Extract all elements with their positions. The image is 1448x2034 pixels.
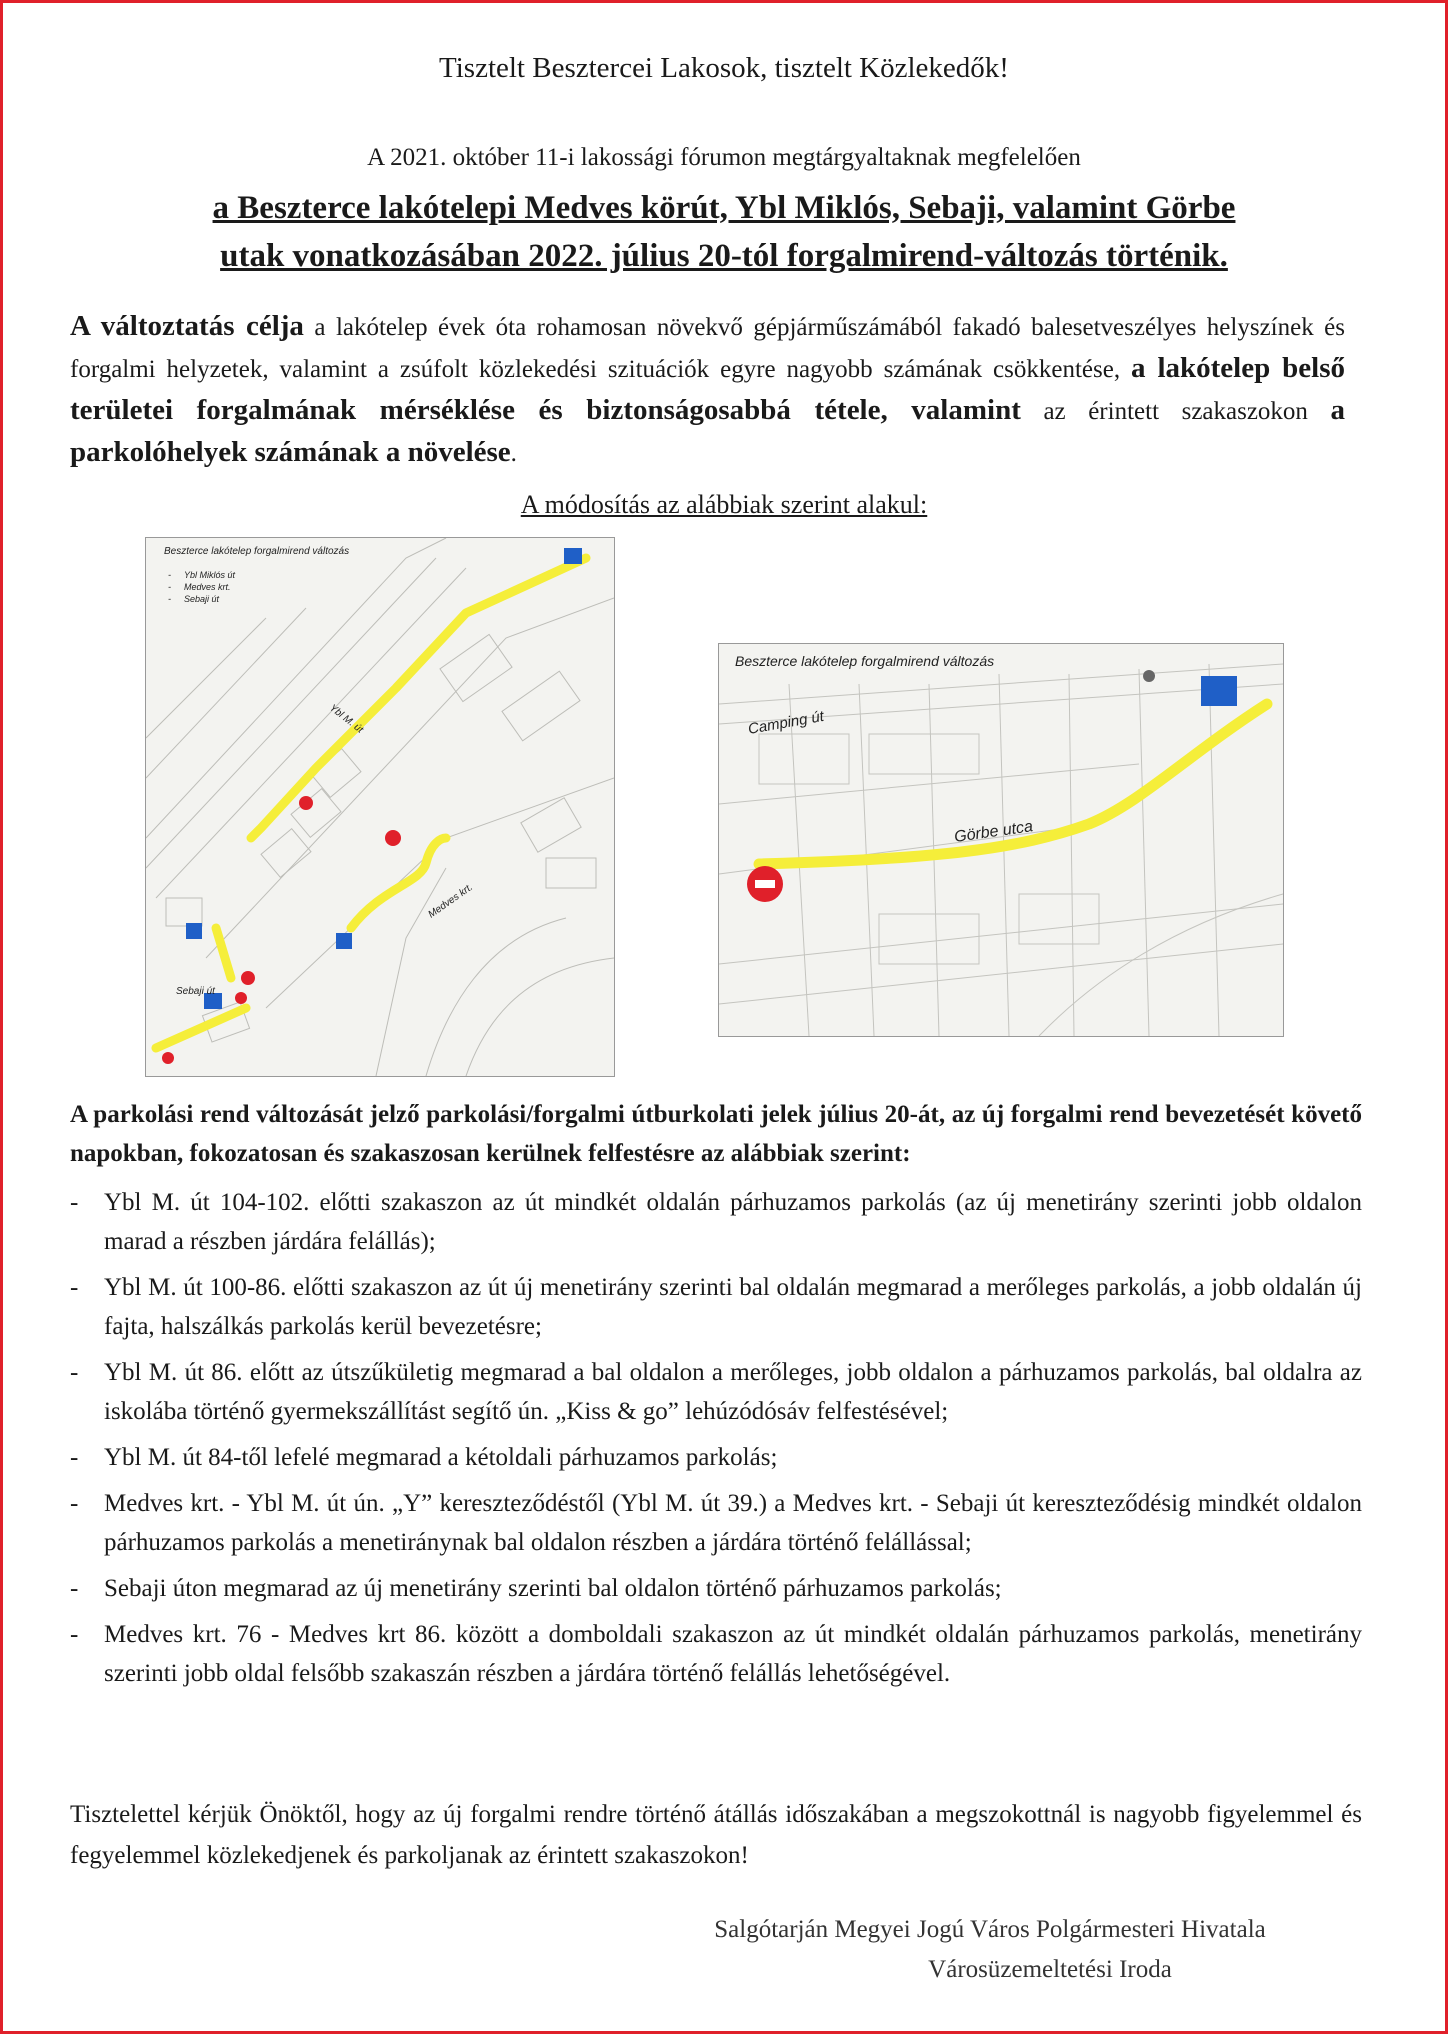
goal-emphasis-2: a parkolóhelyek számának a növelése xyxy=(70,394,1345,468)
list-item xyxy=(70,1569,1362,1608)
map1-legend-ybl: Ybl Miklós út xyxy=(184,570,236,580)
list-item xyxy=(70,1615,1362,1693)
list-item-text: Ybl M. út 100-86. előtti szakaszon az út új menetirány szerinti bal oldalán megmarad a merőleges parkolás, a jobb oldalán új fajta, halszálkás parkolás kerül bevezetésre; xyxy=(104,1274,1362,1340)
map2-label-gorbe: Görbe utca xyxy=(953,818,1034,846)
signature-block xyxy=(640,1910,1340,1990)
map2-svg xyxy=(719,644,1283,1036)
map1-legend-medves: Medves krt. xyxy=(184,582,231,592)
list-item xyxy=(70,1484,1362,1562)
list-bullet: - xyxy=(70,1359,79,1386)
map1-svg xyxy=(146,538,614,1076)
goal-end: . xyxy=(510,440,517,467)
map1-label-sebaji: Sebaji út xyxy=(176,986,215,997)
goal-emphasis-1: a lakótelep belső területei forgalmának mérséklése és biztonságosabbá tétele, valamint xyxy=(70,352,1345,426)
goal-text-2: az érintett szakaszokon xyxy=(1020,398,1331,425)
headline-line-2: utak vonatkozásában 2022. július 20-tól forgalmirend-változás történik. xyxy=(220,238,1228,274)
map1-label-medves: Medves krt. xyxy=(426,881,476,921)
goal-text-1: a lakótelep évek óta rohamosan növekvő gépjárműszámából fakadó balesetveszélyes helyszínek és forgalmi helyzetek, valamint a zsúfolt közlekedési szituációk egyre nagyobb számának csökkentése, xyxy=(70,314,1345,383)
list-bullet: - xyxy=(70,1274,79,1301)
list-bullet: - xyxy=(70,1444,79,1471)
map1-legend-dash-3: - xyxy=(168,594,171,604)
list-item-text: Ybl M. út 86. előtt az útszűkületig megmarad a bal oldalon a merőleges, jobb oldalon a párhuzamos parkolás, bal oldalra az iskolába történő gyermekszállítást segítő ún. „Kiss & go” lehúzódósáv felfestésével; xyxy=(104,1359,1362,1425)
goal-paragraph xyxy=(70,306,1345,474)
list-bullet: - xyxy=(70,1189,79,1216)
map1-legend-dash-2: - xyxy=(168,582,171,592)
forum-line: A 2021. október 11-i lakossági fórumon megtárgyaltaknak megfelelően xyxy=(367,144,1081,171)
list-item-text: Medves krt. 76 - Medves krt 86. között a domboldali szakaszon az út mindkét oldalán párhuzamos parkolás, menetirány szerinti jobb oldal felsőbb szakaszán részben a járdára történő felállás lehetőségével. xyxy=(104,1621,1362,1687)
headline-line-1: a Beszterce lakótelepi Medves körút, Ybl Miklós, Sebaji, valamint Görbe xyxy=(212,190,1236,226)
list-item-text: Ybl M. út 104-102. előtti szakaszon az út mindkét oldalán párhuzamos parkolás (az új menetirány szerinti jobb oldalon marad a részben járdára felállás); xyxy=(104,1189,1362,1255)
map1-legend-dash-1: - xyxy=(168,570,171,580)
map2-title: Beszterce lakótelep forgalmirend változás xyxy=(735,653,995,669)
parking-changes-list xyxy=(70,1183,1362,1700)
list-item-text: Sebaji úton megmarad az új menetirány szerinti bal oldalon történő párhuzamos parkolás; xyxy=(104,1575,1002,1602)
signature-department: Városüzemeltetési Iroda xyxy=(928,1956,1172,1983)
map2-label-camping: Camping út xyxy=(746,707,826,738)
parking-intro: A parkolási rend változását jelző parkolási/forgalmi útburkolati jelek július 20-át, az új forgalmi rend bevezetését követő napokban, fokozatosan és szakaszosan kerülnek felfestésre az alábbiak szerint: xyxy=(70,1101,1362,1167)
list-item xyxy=(70,1353,1362,1431)
list-item-text: Medves krt. - Ybl M. út ún. „Y” kereszteződéstől (Ybl M. út 39.) a Medves krt. - Sebaji út kereszteződésig mindkét oldalon párhuzamos parkolás a menetiránynak bal oldalon részben a járdára történő felállással; xyxy=(104,1490,1362,1556)
greeting: Tisztelt Besztercei Lakosok, tisztelt Közlekedők! xyxy=(439,52,1009,84)
map1-legend-sebaji: Sebaji út xyxy=(184,594,220,604)
list-item-text: Ybl M. út 84-től lefelé megmarad a kétoldali párhuzamos parkolás; xyxy=(104,1444,778,1471)
map-gorbe xyxy=(718,643,1284,1037)
goal-lead: A változtatás célja xyxy=(70,310,304,342)
list-bullet: - xyxy=(70,1575,79,1602)
list-item xyxy=(70,1183,1362,1261)
subhead: A módosítás az alábbiak szerint alakul: xyxy=(520,490,928,519)
map1-title: Beszterce lakótelep forgalmirend változás xyxy=(164,546,350,557)
list-bullet: - xyxy=(70,1621,79,1648)
headline xyxy=(0,184,1448,280)
list-bullet: - xyxy=(70,1490,79,1517)
map1-label-ybl: Ybl M. út xyxy=(327,702,366,736)
closing-paragraph: Tisztelettel kérjük Önöktől, hogy az új forgalmi rendre történő átállás időszakában a megszokottnál is nagyobb figyelemmel és fegyelemmel közlekedjenek és parkoljanak az érintett szakaszokon! xyxy=(70,1801,1362,1869)
list-item xyxy=(70,1268,1362,1346)
signature-office: Salgótarján Megyei Jogú Város Polgármesteri Hivatala xyxy=(714,1916,1266,1943)
map-ybl-medves-sebaji xyxy=(145,537,615,1077)
list-item xyxy=(70,1438,1362,1477)
